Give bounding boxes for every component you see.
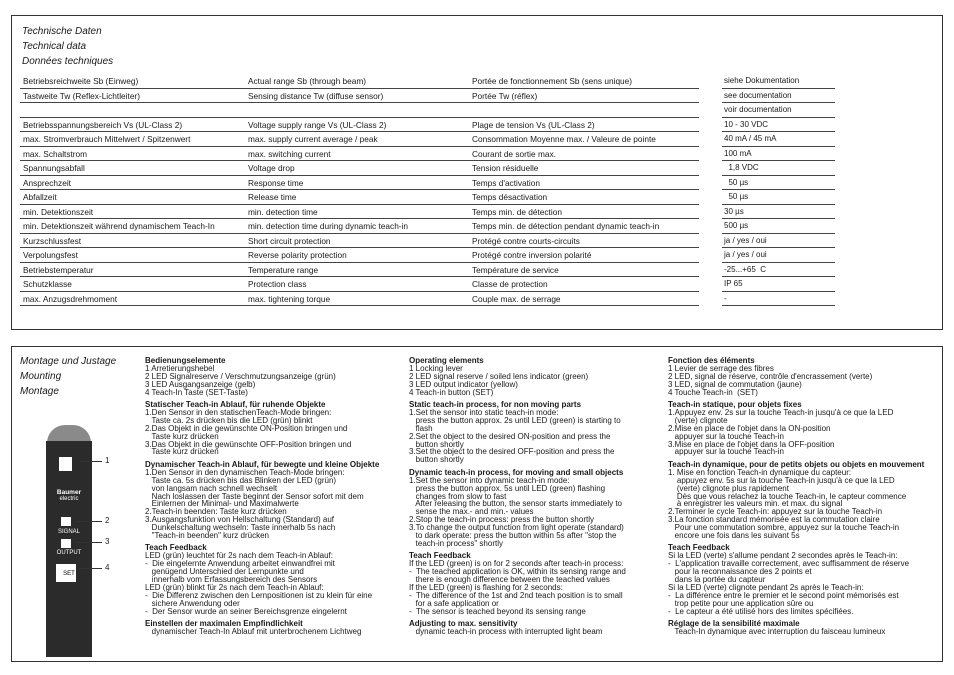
instruction-line: (verte) clignote — [668, 415, 728, 425]
instruction-line: 3 LED, signal de commutation (jaune) — [668, 379, 802, 389]
instruction-line: - L'application travaille correctement, avec suffisamment de réserve — [668, 559, 910, 569]
instruction-line: - Die Differenz zwischen den Lernpositionen ist zu klein für eine — [145, 590, 373, 600]
value-row — [722, 292, 835, 307]
cell-de: Kurzschlussfest — [23, 235, 82, 246]
instruction-line: 3.La fonction standard mémorisée est la commutation claire — [668, 515, 880, 525]
cell-fr: Temps min. de détection pendant dynamic teach-in — [472, 221, 660, 231]
value-text: see documentation — [724, 90, 792, 100]
instruction-line: sense the max.- and min.- values — [409, 507, 534, 517]
instruction-line: 2.Das Objekt in die gewünschte ON-Position bringen und — [145, 423, 348, 433]
cell-en: Response time — [248, 177, 304, 188]
instruction-line: Taste kurz drücken — [145, 447, 219, 457]
cell-de: Ansprechzeit — [23, 177, 71, 188]
instructions-de — [145, 357, 379, 636]
section-heading: Einstellen der maximalen Empfindlichkeit — [145, 619, 303, 629]
instruction-line: After releasing the button, the sensor starts immediately to — [409, 499, 622, 509]
value-row — [722, 74, 835, 89]
instruction-line: Dunkelschaltung wechseln: Taste innerhalb 5s nach — [145, 523, 336, 533]
locking-lever — [59, 457, 72, 471]
value-row — [722, 205, 835, 220]
instruction-line: sichere Anwendung oder — [145, 598, 240, 608]
cell-de: Betriebstemperatur — [23, 264, 94, 275]
value-text: 1,8 VDC — [724, 163, 759, 172]
instruction-line: flash — [409, 423, 433, 433]
cell-en: max. supply current average / peak — [248, 134, 378, 144]
callout-line-2 — [76, 521, 102, 522]
title-en: Technical data — [22, 41, 87, 52]
table-row — [20, 190, 699, 205]
instruction-line: "Teach-in beenden" kurz drücken — [145, 531, 269, 541]
cell-de: max. Stromverbrauch Mittelwert / Spitzenwert — [23, 134, 191, 144]
instruction-line: encore une fois dans les suivant 5s — [668, 531, 800, 541]
instruction-line: appuyez env. 5s sur la touche Teach-in jusqu'à ce que la LED — [668, 475, 895, 485]
callout-2: 2 — [105, 516, 110, 525]
value-row — [722, 219, 835, 234]
table-row — [20, 147, 699, 162]
cell-de: Tastweite Tw (Reflex-Lichtleiter) — [23, 90, 140, 101]
brand-logo: Baumer — [56, 489, 82, 496]
value-text: siehe Dokumentation — [724, 76, 800, 85]
instruction-line: button shortly — [409, 439, 464, 449]
section-heading: Dynamic teach-in process, for moving and small objects — [409, 467, 624, 477]
cell-en: Sensing distance Tw (diffuse sensor) — [248, 90, 384, 101]
cell-fr: Température de service — [472, 264, 559, 275]
cell-fr: Portée Tw (réflex) — [472, 90, 538, 101]
instruction-line: press the button approx. 5s until LED (green) flashing — [409, 483, 606, 493]
table-row — [20, 103, 699, 118]
instruction-line: 4 Teach-In Taste (SET-Taste) — [145, 387, 248, 397]
cell-en: Release time — [248, 192, 297, 202]
table-row — [20, 161, 699, 176]
sensor-drawing — [46, 425, 92, 657]
instruction-line: If the LED (green) is on for 2 seconds after teach-in process: — [409, 559, 624, 569]
spec-table — [20, 74, 699, 306]
value-row — [722, 234, 835, 249]
instruction-line: 3.Das Objekt in die gewünschte OFF-Position bringen und — [145, 439, 352, 449]
value-text: voir documentation — [724, 105, 792, 114]
instruction-line: Si la LED (verte) s'allume pendant 2 secondes après le Teach-in: — [668, 551, 898, 561]
cell-de: Verpolungsfest — [23, 250, 78, 260]
instruction-line: 2.Mise en place de l'objet dans la ON-position — [668, 423, 831, 433]
cell-en: Protection class — [248, 279, 307, 289]
instruction-line: 2 LED, signal de réserve, contrôle d'encrassement (verte) — [668, 371, 873, 381]
instruction-line: 1.Den Sensor in den dynamischen Teach-Mode bringen: — [145, 467, 345, 477]
instruction-line: - Le capteur a été utilisé hors des limites spécifiées. — [668, 606, 854, 616]
cell-fr: Courant de sortie max. — [472, 148, 556, 159]
cell-en: max. tightening torque — [248, 293, 331, 304]
value-text: 50 µs — [724, 177, 749, 187]
mounting-title-en: Mounting — [20, 371, 62, 382]
instruction-line: - Die eingelernte Anwendung arbeitet einwandfrei mit — [145, 559, 335, 569]
section-heading: Teach-in statique, pour objets fixes — [668, 400, 802, 410]
value-text: 40 mA / 45 mA — [724, 134, 777, 143]
value-text: 30 µs — [724, 206, 744, 216]
value-text: ja / yes / oui — [724, 235, 767, 245]
value-text: - — [724, 293, 727, 303]
instruction-line: 1 Levier de serrage des fibres — [668, 363, 774, 373]
instruction-line: Taste kurz drücken — [145, 431, 219, 441]
instruction-line: 3.To change the output function from light operate (standard) — [409, 523, 624, 533]
table-row — [20, 205, 699, 220]
cell-en: min. detection time during dynamic teach-in — [248, 221, 409, 231]
value-row — [722, 147, 835, 162]
instruction-line: Pour une commutation sombre, appuyez sur la touche Teach-in — [668, 523, 900, 533]
instruction-line: Taste ca. 2s drücken bis die LED (grün) blinkt — [145, 415, 313, 425]
section-heading: Bedienungselemente — [145, 356, 226, 365]
table-row — [20, 176, 699, 191]
value-text: 100 mA — [724, 148, 752, 158]
instruction-line: 2 LED signal reserve / soiled lens indicator (green) — [409, 371, 589, 381]
section-heading: Teach Feedback — [409, 551, 471, 561]
instruction-line: 1.Set the sensor into static teach-in mode: — [409, 407, 559, 417]
signal-led — [61, 517, 71, 526]
instruction-line: appuyer sur la touche Teach-in — [668, 431, 784, 441]
section-heading: Réglage de la sensibilité maximale — [668, 619, 800, 629]
callout-3: 3 — [105, 537, 110, 546]
instruction-line: changes from slow to fast — [409, 491, 507, 501]
sensor-body — [46, 441, 92, 657]
cell-en: min. detection time — [248, 206, 318, 217]
instruction-line: Si la LED (verte) clignote pendant 2s après le Teach-in: — [668, 582, 864, 592]
table-row — [20, 74, 699, 89]
value-text: IP 65 — [724, 279, 743, 288]
cell-fr: Tension résiduelle — [472, 163, 539, 173]
set-label: SET — [63, 571, 75, 577]
section-heading: Fonction des éléments — [668, 356, 755, 365]
section-heading: Dynamischer Teach-in Ablauf, für bewegte und kleine Objekte — [145, 459, 380, 469]
table-row — [20, 292, 699, 307]
section-heading: Teach Feedback — [145, 543, 207, 553]
value-row — [722, 176, 835, 191]
cell-fr: Temps désactivation — [472, 192, 548, 202]
table-row — [20, 234, 699, 249]
section-heading: Teach-in dynamique, pour de petits objets ou objets en mouvement — [668, 459, 925, 469]
cell-de: Betriebsreichweite Sb (Einweg) — [23, 76, 139, 86]
instruction-line: dynamic teach-in process with interrupted light beam — [409, 627, 603, 636]
instruction-line: trop petite pour une application sûre ou — [668, 598, 814, 608]
cell-fr: Protégé contre inversion polarité — [472, 250, 592, 260]
instruction-line: à enregistrer les valeurs min. et max. du signal — [668, 499, 843, 509]
instruction-line: 3.Ausgangsfunktion von Hellschaltung (Standard) auf — [145, 515, 335, 525]
instruction-line: (verte) clignote plus rapidement — [668, 483, 789, 493]
instruction-line: 2.Stop the teach-in process: press the button shortly — [409, 515, 594, 525]
instruction-line: 3.Mise en place de l'objet dans la OFF-position — [668, 439, 835, 449]
instruction-line: innerhalb vom Erfassungsbereich des Sensors — [145, 575, 318, 585]
instruction-line: von langsam nach schnell wechselt — [145, 483, 278, 493]
cell-en: Voltage supply range Vs (UL-Class 2) — [248, 119, 387, 130]
instruction-line: there is enough difference between the teached values — [409, 575, 610, 585]
instruction-line: Dès que vous relachez la touche Teach-in, le capteur commence — [668, 491, 907, 501]
value-row — [722, 248, 835, 263]
instruction-line: LED (grün) blinkt für 2s nach dem Teach-in Ablauf: — [145, 582, 324, 592]
cell-fr: Plage de tension Vs (UL-Class 2) — [472, 119, 595, 130]
cell-en: max. switching current — [248, 148, 331, 159]
cell-de: Abfallzeit — [23, 192, 57, 202]
cell-de: Spannungsabfall — [23, 163, 85, 173]
spec-values — [722, 74, 835, 306]
value-row — [722, 190, 835, 205]
callout-line-1 — [80, 461, 102, 462]
instruction-line: - Der Sensor wurde an seiner Bereichsgrenze eingelernt — [145, 606, 347, 616]
cell-en: Voltage drop — [248, 163, 295, 173]
instructions-en — [409, 357, 626, 636]
instruction-line: 1 Arretierungshebel — [145, 363, 215, 373]
table-row — [20, 277, 699, 292]
value-text: 10 - 30 VDC — [724, 119, 769, 129]
cell-fr: Couple max. de serrage — [472, 293, 561, 304]
cell-en: Temperature range — [248, 264, 319, 275]
signal-label: SIGNAL — [57, 529, 80, 535]
instruction-line: 2.Terminer le cycle Teach-in: appuyez sur la touche Teach-in — [668, 507, 883, 517]
instruction-line: genügend Unterschied der Lernpunkte und — [145, 567, 304, 577]
instruction-line: 1. Mise en fonction Teach-in dynamique du capteur: — [668, 467, 852, 477]
value-row — [722, 263, 835, 278]
mounting-title-fr: Montage — [20, 386, 59, 397]
instruction-line: press the button approx. 2s until LED (green) is starting to — [409, 415, 621, 425]
table-row — [20, 132, 699, 147]
instruction-line: dynamischer Teach-In Ablauf mit unterbrochenem Lichtweg — [145, 627, 362, 636]
cell-de: max. Anzugsdrehmoment — [23, 293, 118, 304]
table-row — [20, 89, 699, 104]
value-row — [722, 161, 835, 176]
value-text: 500 µs — [724, 221, 749, 230]
value-row — [722, 118, 835, 133]
section-heading: Adjusting to max. sensitivity — [409, 619, 518, 629]
callout-1: 1 — [105, 456, 110, 465]
title-de: Technische Daten — [22, 26, 102, 37]
instruction-line: 2.Set the object to the desired ON-position and press the — [409, 431, 611, 441]
value-text: -25...+65 C — [724, 264, 767, 274]
cell-de: min. Detektionszeit — [23, 206, 94, 217]
instruction-line: 2 LED Signalreserve / Verschmutzungsanzeige (grün) — [145, 371, 336, 381]
cell-fr: Protégé contre courts-circuits — [472, 235, 580, 246]
instruction-line: 3 LED output indicator (yellow) — [409, 379, 518, 389]
cell-fr: Consommation Moyenne max. / Valeure de pointe — [472, 134, 656, 144]
cell-de: Betriebsspannungsbereich Vs (UL-Class 2) — [23, 119, 183, 130]
mounting-title-de: Montage und Justage — [20, 356, 117, 367]
section-heading: Operating elements — [409, 356, 484, 365]
instruction-line: button shortly — [409, 455, 464, 465]
value-row — [722, 277, 835, 292]
instruction-line: 4 Touche Teach-in (SET) — [668, 387, 758, 397]
instruction-line: 3 LED Ausgangsanzeige (gelb) — [145, 379, 256, 389]
instruction-line: 3.Set the object to the desired OFF-position and press the — [409, 447, 615, 457]
instruction-line: to dark operate: press the button within 5s after "stop the — [409, 531, 617, 541]
instruction-line: 1.Appuyez env. 2s sur la touche Teach-in jusqu'à ce que la LED — [668, 407, 894, 417]
cell-de: Schutzklasse — [23, 279, 72, 289]
instruction-line: Nach loslassen der Taste beginnt der Sensor sofort mit dem — [145, 491, 364, 501]
instruction-line: Teach-In dynamique avec interruption du faisceau lumineux — [668, 627, 886, 636]
instruction-line: 4 Teach-in button (SET) — [409, 387, 494, 397]
instruction-line: Taste ca. 5s drücken bis das Blinken der LED (grün) — [145, 475, 337, 485]
instruction-line: LED (grün) leuchtet für 2s nach dem Teach-in Ablauf: — [145, 551, 333, 561]
cell-de: min. Detektionszeit während dynamischem Teach-In — [23, 221, 215, 231]
instruction-line: dans la portée du capteur — [668, 575, 766, 585]
instruction-line: pour la reconnaissance des 2 points et — [668, 567, 812, 577]
callout-line-4 — [80, 568, 102, 569]
instruction-line: 1.Set the sensor into dynamic teach-in mode: — [409, 475, 570, 485]
cell-fr: Temps d'activation — [472, 177, 540, 188]
brand-sub: electric — [59, 496, 79, 502]
section-heading: Teach Feedback — [668, 543, 730, 553]
cell-fr: Portée de fonctionnement Sb (sens unique) — [472, 76, 633, 86]
callout-line-3 — [76, 542, 102, 543]
instruction-line: - La différence entre le premier et le second point mémorisés est — [668, 590, 899, 600]
instruction-line: - The teached application is OK, within its sensing range and — [409, 567, 626, 577]
value-text: ja / yes / oui — [724, 250, 767, 259]
table-row — [20, 219, 699, 234]
table-row — [20, 248, 699, 263]
instruction-line: appuyer sur la touche Teach-in — [668, 447, 784, 457]
technical-data-titles — [22, 24, 113, 69]
cell-en: Reverse polarity protection — [248, 250, 347, 260]
instruction-line: - The sensor is teached beyond its sensing range — [409, 606, 586, 616]
cell-en: Actual range Sb (through beam) — [248, 76, 367, 86]
mounting-titles — [20, 354, 116, 399]
callout-4: 4 — [105, 563, 110, 572]
cell-fr: Classe de protection — [472, 279, 548, 289]
output-led — [61, 539, 71, 548]
instruction-line: for a safe application or — [409, 598, 499, 608]
cell-fr: Temps min. de détection — [472, 206, 562, 217]
value-row — [722, 132, 835, 147]
value-row — [722, 89, 835, 104]
instructions-fr — [668, 357, 924, 636]
output-label: OUTPUT — [56, 550, 82, 556]
value-row — [722, 103, 835, 118]
instruction-line: Einlernen der Minimal- und Maximalwerte — [145, 499, 299, 509]
instruction-line: If the LED (green) is flashing for 2 seconds: — [409, 582, 563, 592]
cell-de: max. Schaltstrom — [23, 148, 88, 159]
table-row — [20, 118, 699, 133]
section-heading: Static teach-in process, for non moving parts — [409, 400, 582, 410]
cell-en: Short circuit protection — [248, 235, 331, 246]
value-text: 50 µs — [724, 192, 749, 201]
instruction-line: - The difference of the 1st and 2nd teach position is to small — [409, 590, 623, 600]
title-fr: Données techniques — [22, 56, 114, 67]
instruction-line: 1.Den Sensor in den statischenTeach-Mode bringen: — [145, 407, 332, 417]
section-heading: Statischer Teach-in Ablauf, für ruhende Objekte — [145, 400, 326, 410]
instruction-line: teach-in process" shortly — [409, 538, 503, 548]
instruction-line: 1 Locking lever — [409, 363, 463, 373]
instruction-line: 2.Teach-in beenden: Taste kurz drücken — [145, 507, 287, 517]
table-row — [20, 263, 699, 278]
